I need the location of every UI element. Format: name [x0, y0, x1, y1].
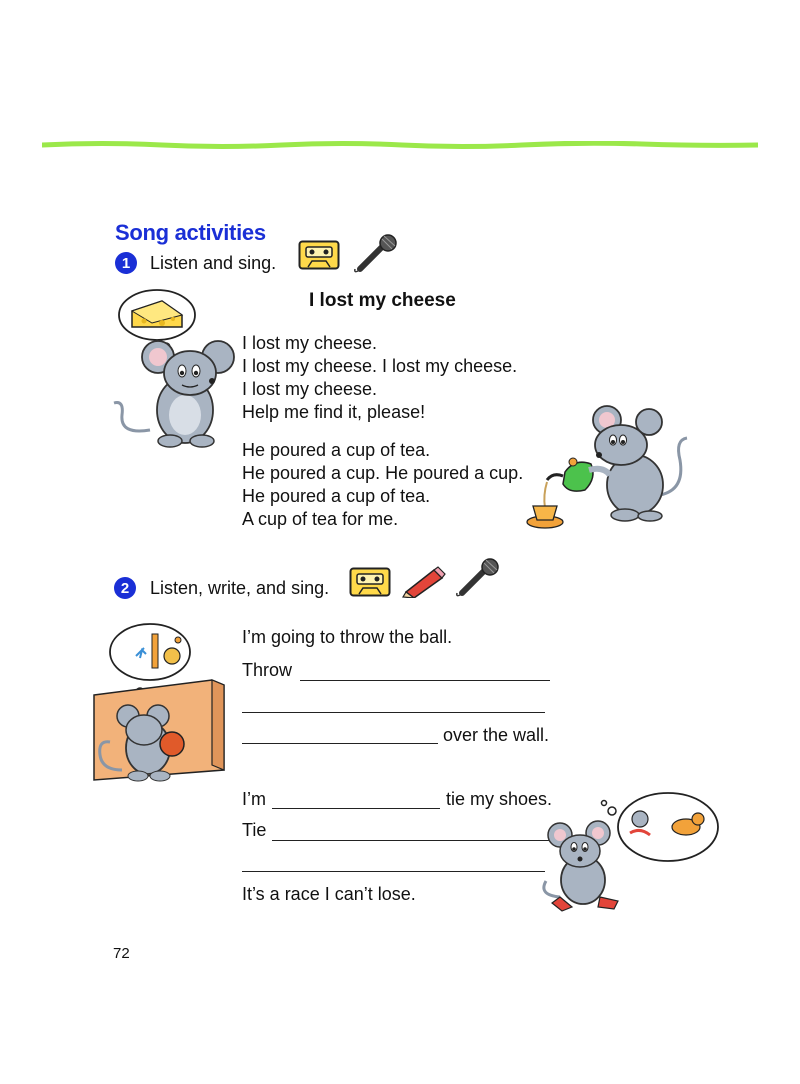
green-header-rule: [42, 141, 758, 149]
song-line-end: over the wall.: [443, 725, 550, 745]
song-line-end: tie my shoes.: [446, 789, 553, 809]
lyric-line: He poured a cup of tea.: [242, 486, 431, 506]
lyric-line: I lost my cheese. I lost my cheese.: [242, 356, 518, 376]
lyric-line: I lost my cheese.: [242, 379, 378, 399]
song-line-start: Throw: [242, 660, 293, 680]
write-blank[interactable]: [300, 680, 550, 681]
mouse-pouring-tea-illustration: [525, 400, 695, 538]
lyric-line: He poured a cup of tea.: [242, 440, 431, 460]
mouse-tying-shoes-illustration: [538, 785, 723, 925]
mouse-throwing-ball-illustration: [92, 620, 227, 790]
song-line-start: I’m: [242, 789, 266, 809]
lyric-line: Help me find it, please!: [242, 402, 426, 422]
pencil-icon: [400, 564, 446, 598]
song-line: It’s a race I can’t lose.: [242, 884, 416, 904]
write-blank[interactable]: [242, 712, 545, 713]
write-blank[interactable]: [242, 871, 545, 872]
lyric-line: I lost my cheese.: [242, 333, 378, 353]
microphone-icon: [454, 557, 502, 597]
write-blank[interactable]: [242, 743, 438, 744]
cassette-icon: [349, 567, 391, 597]
activity-instruction: Listen, write, and sing.: [150, 578, 330, 598]
lyric-line: A cup of tea for me.: [242, 509, 399, 529]
mouse-thinking-cheese-illustration: [110, 285, 235, 460]
microphone-icon: [352, 233, 400, 273]
song-verse-1: [242, 332, 517, 424]
cassette-icon: [298, 240, 340, 270]
song-line-start: Tie: [242, 820, 267, 840]
song-title: I lost my cheese: [309, 290, 456, 311]
lyric-line: He poured a cup. He poured a cup.: [242, 463, 524, 483]
song-verse-2: [242, 439, 523, 531]
song-line: I’m going to throw the ball.: [242, 627, 453, 647]
page-number: 72: [113, 945, 130, 962]
section-title: Song activities: [115, 220, 266, 245]
activity-number-badge: 2: [114, 577, 136, 599]
write-blank[interactable]: [272, 840, 550, 841]
write-blank[interactable]: [272, 808, 440, 809]
activity-number-badge: 1: [115, 252, 137, 274]
activity-instruction: Listen and sing.: [150, 253, 277, 273]
